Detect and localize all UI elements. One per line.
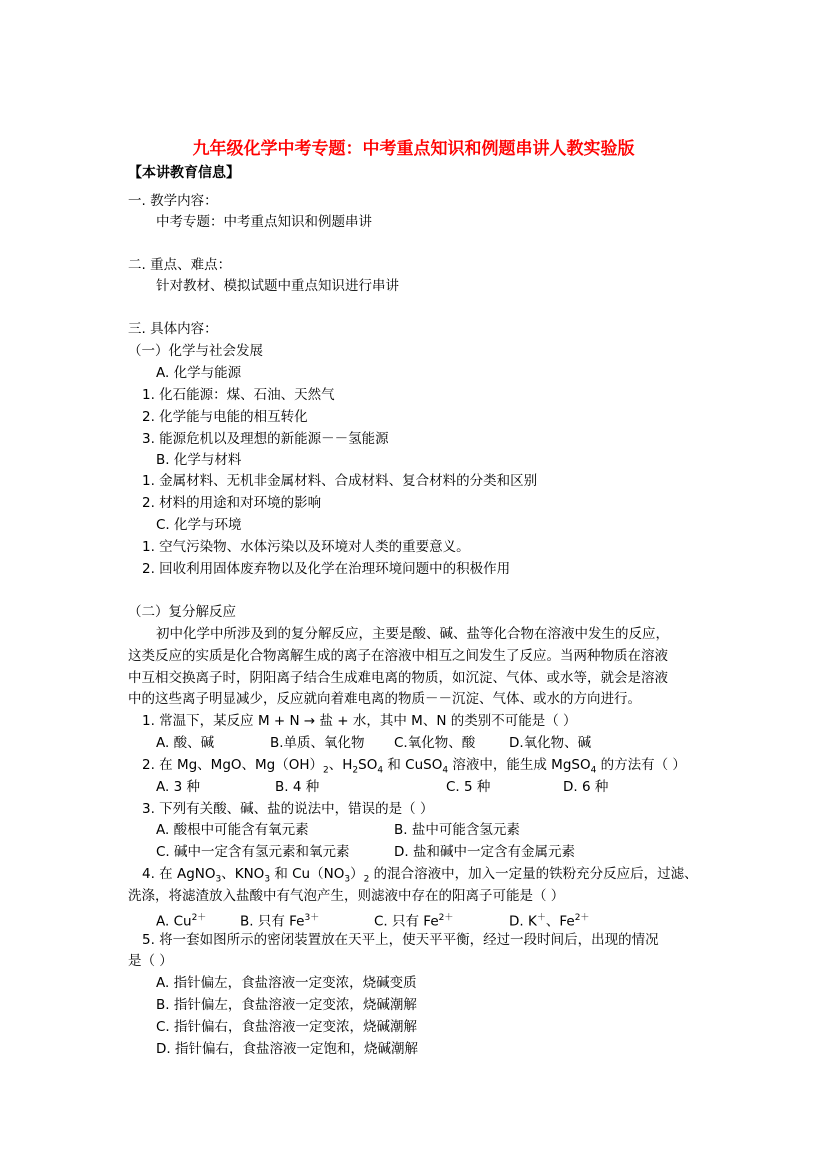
question-3-option-b: B. 盐中可能含氢元素 [394,822,520,838]
q2-sub-2: 2 [352,765,359,776]
q4-b-text: B. 只有 Fe [240,913,305,930]
q2-text-5: 溶液中，能生成 MgSO [448,757,591,773]
question-5-stem: 5. 将一套如图所示的密闭装置放在天平上，使天平平衡，经过一段时间后，出现的情况 [142,932,659,948]
q2-sub-3: 4 [377,765,384,776]
q4-sub-3: 3 [344,874,351,885]
question-4-stem [142,865,698,889]
section-2-heading: 二. 重点、难点： [128,257,232,273]
question-5-stem-line-2: 是（ ） [128,953,173,969]
part-1-a2: 2. 化学能与电能的相互转化 [142,409,308,425]
q2-text-3: SO [358,757,378,773]
question-4-option-a [156,909,206,931]
q2-text-4: 和 CuSO [383,757,443,773]
part-2-heading: （二）复分解反应 [128,604,236,620]
q2-text-1: 2. 在 Mg、MgO、Mg（OH） [142,757,324,773]
q4-b-sup: 3＋ [304,913,320,923]
question-5-option-c: C. 指针偏右，食盐溶液一定变浓，烧碱潮解 [156,1019,418,1035]
question-1-option-c: C.氧化物、酸 [394,735,476,751]
question-3-option-a: A. 酸根中可能含有氧元素 [156,822,309,838]
q2-sub-1: 2 [323,765,329,776]
question-1-option-a: A. 酸、碱 [156,735,215,751]
section-3-heading: 三. 具体内容： [128,321,218,337]
q4-d-sup-1: ＋ [536,913,546,923]
question-1-option-b: B.单质、氧化物 [270,735,365,751]
part-1-b: B. 化学与材料 [156,452,242,468]
part-1-b2: 2. 材料的用途和对环境的影响 [142,495,322,511]
question-2-option-c: C. 5 种 [446,779,491,795]
part-1-a3: 3. 能源危机以及理想的新能源－－氢能源 [142,431,389,447]
question-4-stem-line-2: 洗涤，将滤渣放入盐酸中有气泡产生，则滤液中存在的阳离子可能是（ ） [128,888,565,904]
q4-text-2: 、KNO [221,866,265,882]
q4-text-1: 4. 在 AgNO [142,866,216,882]
part-2-para-line-2: 这类反应的实质是化合物离解生成的离子在溶液中相互之间发生了反应。当两种物质在溶液 [128,648,668,664]
part-1-a: A. 化学与能源 [156,365,242,381]
question-4-option-c [374,909,453,931]
question-5-option-a: A. 指针偏左，食盐溶液一定变浓，烧碱变质 [156,975,417,991]
info-header: 【本讲教育信息】 [128,165,240,181]
part-1-b1: 1. 金属材料、无机非金属材料、合成材料、复合材料的分类和区别 [142,473,538,489]
q4-c-sup: 2＋ [438,913,454,923]
question-5-option-b: B. 指针偏左，食盐溶液一定变浓，烧碱潮解 [156,997,417,1013]
q4-d-text-2: 、Fe [545,913,575,930]
q4-c-text: C. 只有 Fe [374,913,439,930]
part-1-c1: 1. 空气污染物、水体污染以及环境对人类的重要意义。 [142,539,470,555]
q4-sub-4: 2 [363,874,370,885]
q4-a-sup: 2＋ [191,913,207,923]
part-1-a1: 1. 化石能源：煤、石油、天然气 [142,387,335,403]
question-1-option-d: D.氧化物、碱 [509,735,592,751]
section-1-heading: 一. 教学内容： [128,193,218,209]
question-3-option-c: C. 碱中一定含有氢元素和氧元素 [156,844,350,860]
q2-sub-5: 4 [590,765,597,776]
question-1-stem: 1. 常温下，某反应 M + N → 盐 + 水，其中 M、N 的类别不可能是（ ） [142,713,577,729]
q4-text-4: ） [350,866,364,882]
section-1-content: 中考专题：中考重点知识和例题串讲 [156,214,372,230]
q4-text-5: 的混合溶液中，加入一定量的铁粉充分反应后，过滤、 [369,866,698,882]
q4-sub-2: 3 [264,874,271,885]
part-2-para-line-1: 初中化学中所涉及到的复分解反应，主要是酸、碱、盐等化合物在溶液中发生的反应， [156,626,669,642]
question-3-option-d: D. 盐和碱中一定含有金属元素 [394,844,575,860]
q4-d-text-1: D. K [509,913,537,930]
part-2-para-line-3: 中互相交换离子时，阴阳离子结合生成难电离的物质，如沉淀、气体、或水等，就会是溶液 [128,670,668,686]
document-title: 九年级化学中考专题：中考重点知识和例题串讲人教实验版 [192,139,635,159]
question-4-option-d [509,909,589,931]
q2-text-2: 、H [328,757,353,773]
question-4-option-b [240,909,319,931]
question-2-stem [142,756,686,780]
question-3-stem: 3. 下列有关酸、碱、盐的说法中，错误的是（ ） [142,801,434,817]
part-1-c2: 2. 回收利用固体废弃物以及化学在治理环境问题中的积极作用 [142,561,511,577]
q4-text-3: 和 Cu（NO [270,866,345,882]
q4-d-sup-2: 2＋ [574,913,590,923]
question-2-option-a: A. 3 种 [156,779,200,795]
question-2-option-d: D. 6 种 [563,779,609,795]
q2-sub-4: 4 [442,765,449,776]
part-2-para-line-4: 中的这些离子明显减少，反应就向着难电离的物质－－沉淀、气体、或水的方向进行。 [128,691,641,707]
q2-text-6: 的方法有（ ） [596,757,686,773]
part-1-heading: （一）化学与社会发展 [128,343,263,359]
q4-a-text: A. Cu [156,913,192,930]
question-2-option-b: B. 4 种 [275,779,320,795]
section-2-content: 针对教材、模拟试题中重点知识进行串讲 [156,278,399,294]
part-1-c: C. 化学与环境 [156,517,242,533]
question-5-option-d: D. 指针偏右，食盐溶液一定饱和，烧碱潮解 [156,1041,418,1057]
q4-sub-1: 3 [215,874,222,885]
